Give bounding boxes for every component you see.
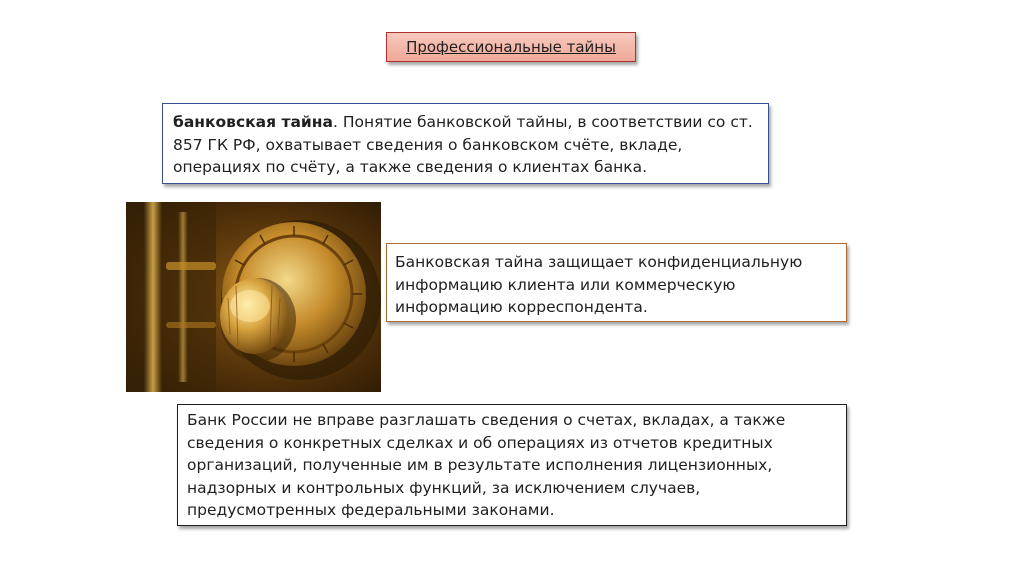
safe-dial-photo bbox=[126, 202, 381, 392]
bank-russia-text: Банк России не вправе разглашать сведения о счетах, вкладах, а также сведения о конкретных сделках и об операциях из отчетов кредитных организаций, полученные им в результате исполнения лицензионных, надзорных и контрольных функций, за исключением случаев, предусмотренных федеральными законами. bbox=[187, 411, 786, 519]
definition-box bbox=[162, 103, 769, 184]
definition-term: банковская тайна bbox=[173, 113, 333, 131]
protects-text: Банковская тайна защищает конфиденциальную информацию клиента или коммерческую информацию корреспондента. bbox=[395, 253, 803, 316]
protects-box bbox=[386, 243, 847, 322]
definition-text: . Понятие банковской тайны, в соответствии со ст. 857 ГК РФ, охватывает сведения о банковском счёте, вкладе, операциях по счёту, а также сведения о клиентах банка. bbox=[173, 113, 753, 176]
safe-dial-icon bbox=[126, 202, 381, 392]
slide-title: Профессиональные тайны bbox=[406, 38, 616, 56]
bank-russia-box bbox=[177, 404, 847, 526]
title-box bbox=[386, 32, 636, 62]
